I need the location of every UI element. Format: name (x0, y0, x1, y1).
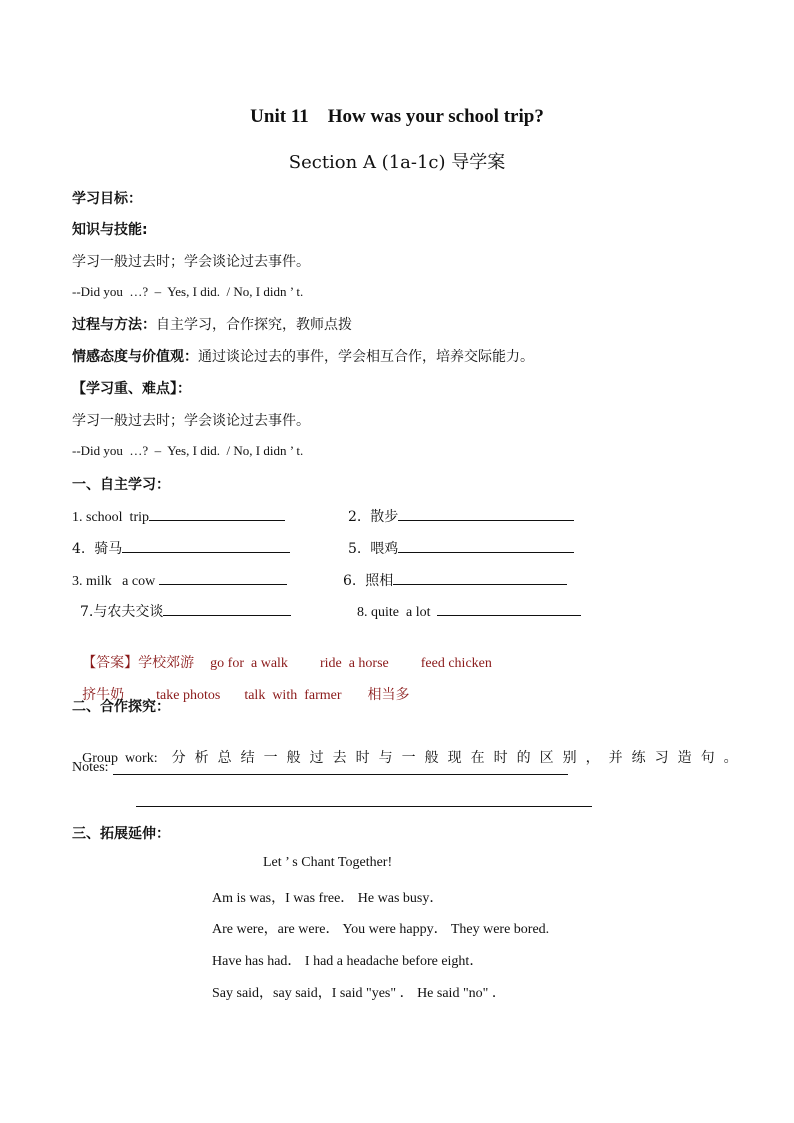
answer-blank[interactable] (398, 538, 574, 553)
notes-line-2[interactable] (136, 806, 592, 807)
answer-text: ride a horse (319, 656, 389, 671)
knowledge-text: 学习一般过去时；学会谈论过去事件。 (72, 254, 310, 270)
vocab-label: 2. 散步 (348, 509, 399, 525)
answer-text: take photos (156, 688, 221, 703)
group-work-text: 分析总结一般过去时与一般现在时的区别，并练习造句。 (171, 750, 747, 766)
answer-text: 相当多 (367, 687, 410, 703)
vocab-label: 7.与农夫交谈 (80, 604, 164, 620)
answer-label: 【答案】 (82, 655, 139, 671)
vocab-label: 8. quite a lot (357, 605, 431, 620)
answer-text: talk with farmer (244, 688, 342, 703)
page-title: Unit 11 How was your school trip? (250, 106, 544, 127)
section2-heading: 二、合作探究： (72, 699, 170, 715)
key-points-text: 学习一般过去时；学会谈论过去事件。 (72, 413, 310, 429)
answer-text: 挤牛奶 (82, 687, 125, 703)
answer-blank[interactable] (393, 570, 567, 585)
process-row (72, 314, 352, 334)
answer-blank[interactable] (398, 506, 574, 521)
vocab-label: 4. 骑马 (72, 541, 123, 557)
vocab-label: 1. school trip (72, 510, 149, 525)
chant-title: Let ’ s Chant Together! (263, 855, 393, 870)
answer-blank[interactable] (437, 601, 581, 616)
answer-text: feed chicken (420, 656, 492, 671)
chant-line: Have has had． I had a headache before eight． (212, 954, 484, 969)
objectives-heading: 学习目标： (72, 191, 142, 207)
chant-line: Am is was，I was free． He was busy． (212, 891, 444, 906)
answer-blank[interactable] (159, 570, 287, 585)
notes-line-1[interactable] (113, 774, 568, 775)
section3-heading: 三、拓展延伸： (72, 826, 170, 842)
answer-text: go for a walk (210, 656, 288, 671)
process-label: 过程与方法： (72, 317, 156, 333)
knowledge-label: 知识与技能: (72, 222, 148, 238)
answer-text: 学校郊游 (138, 655, 195, 671)
vocab-label: 5. 喂鸡 (348, 541, 399, 557)
process-text: 自主学习，合作探究，教师点拨 (156, 317, 352, 333)
vocab-label: 3. milk a cow (72, 574, 156, 589)
vocab-item (80, 601, 291, 621)
section1-heading: 一、自主学习： (72, 477, 170, 493)
group-work-label: Group work: (82, 751, 158, 766)
group-work-row (72, 728, 747, 767)
answer-blank[interactable] (122, 538, 290, 553)
emotion-label: 情感态度与价值观： (72, 349, 198, 365)
chant-line: Are were，are were． You were happy． They were bored. (212, 922, 550, 937)
chant-line: Say said，say said，I said "yes" ． He said "no" ． (212, 986, 506, 1001)
vocab-item (357, 601, 581, 621)
emotion-text: 通过谈论过去的事件，学会相互合作，培养交际能力。 (198, 349, 534, 365)
vocab-item (348, 506, 574, 526)
vocab-item (348, 538, 574, 558)
vocab-item (72, 570, 287, 590)
vocab-item (343, 570, 567, 590)
notes-label: Notes: (72, 760, 109, 775)
key-points-heading: 【学习重、难点】： (72, 381, 191, 397)
vocab-label: 6. 照相 (343, 573, 394, 589)
vocab-item (72, 538, 290, 558)
emotion-row (72, 346, 534, 366)
vocab-item (72, 506, 285, 526)
answer-blank[interactable] (163, 601, 291, 616)
answer-blank[interactable] (149, 506, 285, 521)
page-subtitle: Section A (1a-1c) 导学案 (288, 152, 506, 173)
key-points-example: --Did you …? – Yes, I did. / No, I didn ’ t. (72, 443, 304, 458)
knowledge-example: --Did you …? – Yes, I did. / No, I didn ’ t. (72, 284, 304, 299)
